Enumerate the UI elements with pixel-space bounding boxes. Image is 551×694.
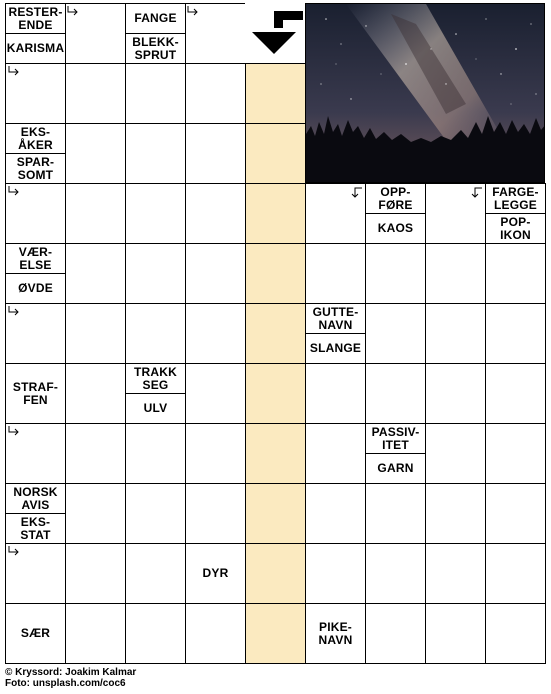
answer-cell[interactable] [185,303,246,364]
clue-fargelegge: FARGE- LEGGE [485,183,546,214]
answer-cell[interactable] [65,363,126,424]
answer-cell[interactable] [65,183,126,244]
clue-norskavis: NORSK AVIS [5,483,66,514]
answer-cell[interactable] [365,603,426,664]
clue-eksaker: EKS- ÅKER [5,123,66,154]
answer-cell[interactable] [185,183,246,244]
answer-cell[interactable] [185,603,246,664]
answer-cell[interactable] [65,63,126,124]
highlight-cell[interactable] [245,123,306,184]
answer-cell[interactable] [65,303,126,364]
answer-cell[interactable] [425,303,486,364]
highlight-cell[interactable] [245,63,306,124]
clue-saer: SÆR [5,603,66,664]
highlight-cell[interactable] [245,243,306,304]
answer-cell[interactable] [185,123,246,184]
answer-cell[interactable] [365,483,426,544]
answer-cell[interactable] [305,543,366,604]
answer-cell[interactable] [125,543,186,604]
highlight-cell[interactable] [245,483,306,544]
answer-cell[interactable] [485,603,546,664]
clue-blekksprut: BLEKK- SPRUT [125,33,186,64]
arrow-down-right-icon [66,5,80,19]
arrow-left-down-icon [469,185,483,199]
arrow-down-right-icon [7,65,21,79]
answer-cell[interactable] [485,243,546,304]
answer-cell[interactable] [185,423,246,484]
arrow-down-right-icon [7,185,21,199]
answer-cell[interactable] [365,243,426,304]
clue-garn: GARN [365,453,426,484]
start-arrow-icon [250,8,305,58]
answer-cell[interactable] [65,123,126,184]
arrow-down-right-icon [7,305,21,319]
answer-cell[interactable] [365,363,426,424]
clue-vaerelse: VÆR- ELSE [5,243,66,274]
answer-cell[interactable] [185,363,246,424]
clue-opp-fore: OPP- FØRE [365,183,426,214]
clue-passivitet: PASSIV- ITET [365,423,426,454]
answer-cell[interactable] [65,423,126,484]
arrow-down-right-icon [7,545,21,559]
answer-cell[interactable] [125,183,186,244]
answer-cell[interactable] [485,483,546,544]
arrow-left-down-icon [349,185,363,199]
highlight-cell[interactable] [245,303,306,364]
night-sky-image [306,4,545,183]
answer-cell[interactable] [425,603,486,664]
answer-cell[interactable] [125,63,186,124]
credit-photo: Foto: unsplash.com/coc6 [5,678,126,689]
highlight-cell[interactable] [245,183,306,244]
answer-cell[interactable] [425,423,486,484]
clue-ovde: ØVDE [5,273,66,304]
arrow-down-right-icon [186,5,200,19]
answer-cell[interactable] [425,363,486,424]
answer-cell[interactable] [305,363,366,424]
answer-cell[interactable] [125,603,186,664]
answer-cell[interactable] [125,243,186,304]
answer-cell[interactable] [185,243,246,304]
answer-cell[interactable] [125,303,186,364]
highlight-cell[interactable] [245,543,306,604]
answer-cell[interactable] [425,243,486,304]
credit-crossword: © Kryssord: Joakim Kalmar [5,667,137,678]
answer-cell[interactable] [425,543,486,604]
answer-cell[interactable] [65,243,126,304]
clue-straffen: STRAF- FEN [5,363,66,424]
answer-cell[interactable] [425,483,486,544]
clue-restende: RESTER- ENDE [5,3,66,34]
answer-cell[interactable] [305,483,366,544]
highlight-cell[interactable] [245,423,306,484]
answer-cell[interactable] [65,543,126,604]
answer-cell[interactable] [185,483,246,544]
clue-popikon: POP- IKON [485,213,546,244]
clue-trakkseg: TRAKK SEG [125,363,186,394]
answer-cell[interactable] [185,63,246,124]
arrow-down-right-icon [7,425,21,439]
answer-cell[interactable] [125,123,186,184]
answer-cell[interactable] [305,423,366,484]
answer-cell[interactable] [65,483,126,544]
answer-cell[interactable] [485,303,546,364]
clue-kaos: KAOS [365,213,426,244]
clue-fange: FANGE [125,3,186,34]
highlight-cell[interactable] [245,603,306,664]
clue-ulv: ULV [125,393,186,424]
answer-cell[interactable] [485,543,546,604]
answer-cell[interactable] [65,603,126,664]
clue-guttenavn: GUTTE- NAVN [305,303,366,334]
answer-cell[interactable] [365,303,426,364]
clue-karisma: KARISMA [5,33,66,64]
clue-sparsomt: SPAR- SOMT [5,153,66,184]
clue-dyr: DYR [185,543,246,604]
highlight-cell[interactable] [245,363,306,424]
answer-cell[interactable] [485,423,546,484]
milky-way-photo [305,3,545,183]
answer-cell[interactable] [125,423,186,484]
answer-cell[interactable] [365,543,426,604]
answer-cell[interactable] [125,483,186,544]
answer-cell[interactable] [485,363,546,424]
clue-eksstat: EKS- STAT [5,513,66,544]
clue-pikenavn: PIKE- NAVN [305,603,366,664]
clue-slange: SLANGE [305,333,366,364]
answer-cell[interactable] [305,243,366,304]
